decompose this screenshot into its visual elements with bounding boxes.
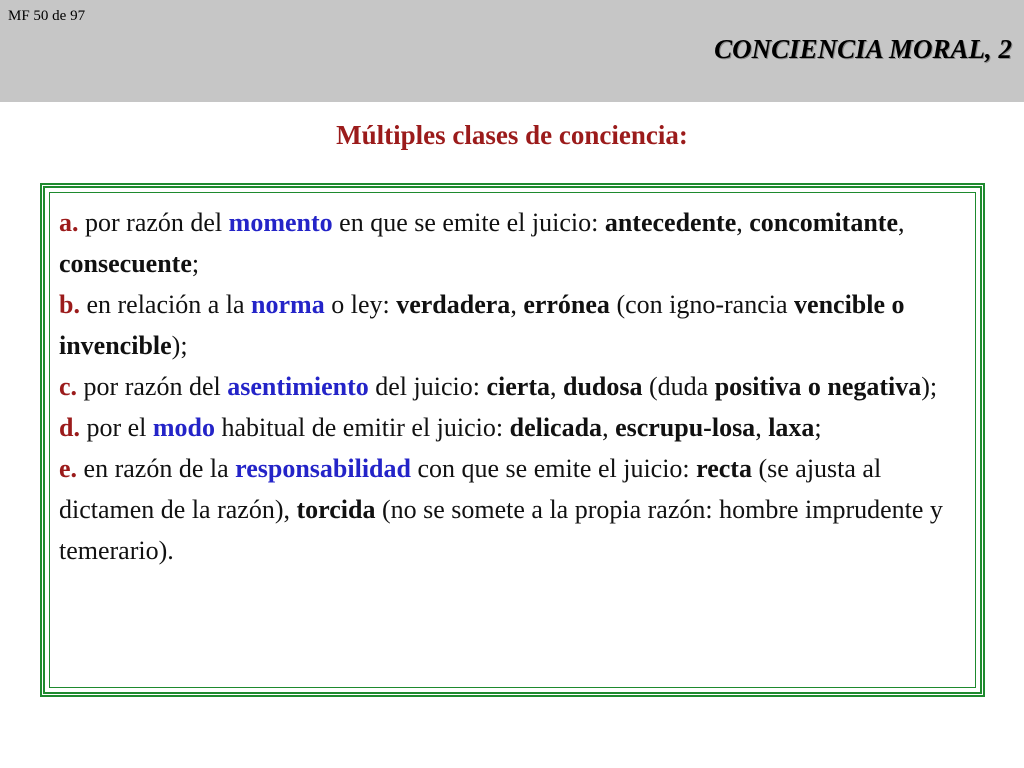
list-item-e (59, 448, 971, 571)
classification-list (59, 202, 971, 571)
item-term: vencible o invencible (59, 290, 905, 360)
item-term: antecedente (604, 208, 737, 237)
item-text: por razón del (77, 372, 228, 401)
item-text: ; (191, 249, 200, 278)
list-item-d (59, 407, 971, 448)
item-text: , (736, 208, 750, 237)
item-term: recta (696, 454, 752, 483)
item-term: errónea (523, 290, 610, 319)
item-text: (se ajusta al dictamen de la razón), (59, 454, 882, 524)
item-text: ); (171, 331, 188, 360)
item-term: laxa (768, 413, 815, 442)
item-keyword: norma (251, 290, 325, 319)
item-text: , (549, 372, 563, 401)
slide-header (0, 0, 1024, 102)
item-text: por el (79, 413, 153, 442)
item-text: por razón del (78, 208, 229, 237)
item-term: positiva o negativa (714, 372, 922, 401)
item-text: con que se emite el juicio: (410, 454, 697, 483)
item-text: habitual de emitir el juicio: (215, 413, 510, 442)
item-letter: e. (59, 454, 78, 483)
list-item-c (59, 366, 971, 407)
item-keyword: asentimiento (227, 372, 369, 401)
item-letter: b. (59, 290, 80, 319)
item-term: dudosa (562, 372, 643, 401)
slide-subtitle: Múltiples clases de conciencia: (336, 120, 688, 150)
item-keyword: responsabilidad (235, 454, 411, 483)
item-term: cierta (486, 372, 550, 401)
item-text: en relación a la (79, 290, 252, 319)
item-text: en que se emite el juicio: (332, 208, 605, 237)
item-text: , (898, 208, 905, 237)
list-item-a (59, 202, 971, 284)
item-term: consecuente (59, 249, 192, 278)
item-letter: c. (59, 372, 78, 401)
item-term: verdadera (396, 290, 511, 319)
item-keyword: modo (152, 413, 216, 442)
content-frame (40, 183, 985, 697)
item-term: torcida (296, 495, 376, 524)
item-term: escrupu-losa (615, 413, 756, 442)
item-text: del juicio: (368, 372, 487, 401)
item-term: concomitante (749, 208, 898, 237)
item-text: (con igno-rancia (609, 290, 795, 319)
item-text: , (602, 413, 616, 442)
page-counter: MF 50 de 97 (8, 8, 86, 24)
item-term: delicada (509, 413, 603, 442)
item-letter: a. (59, 208, 79, 237)
item-text: o ley: (324, 290, 397, 319)
item-keyword: momento (228, 208, 333, 237)
item-text: (no se somete a la propia razón: hombre imprudente y temerario). (59, 495, 943, 565)
item-text: , (755, 413, 769, 442)
item-text: , (510, 290, 524, 319)
item-text: (duda (642, 372, 715, 401)
item-text: en razón de la (77, 454, 236, 483)
item-text: ); (921, 372, 938, 401)
item-letter: d. (59, 413, 80, 442)
item-text: ; (814, 413, 822, 442)
list-item-b (59, 284, 971, 366)
slide-title: CONCIENCIA MORAL, 2 (714, 34, 1012, 64)
